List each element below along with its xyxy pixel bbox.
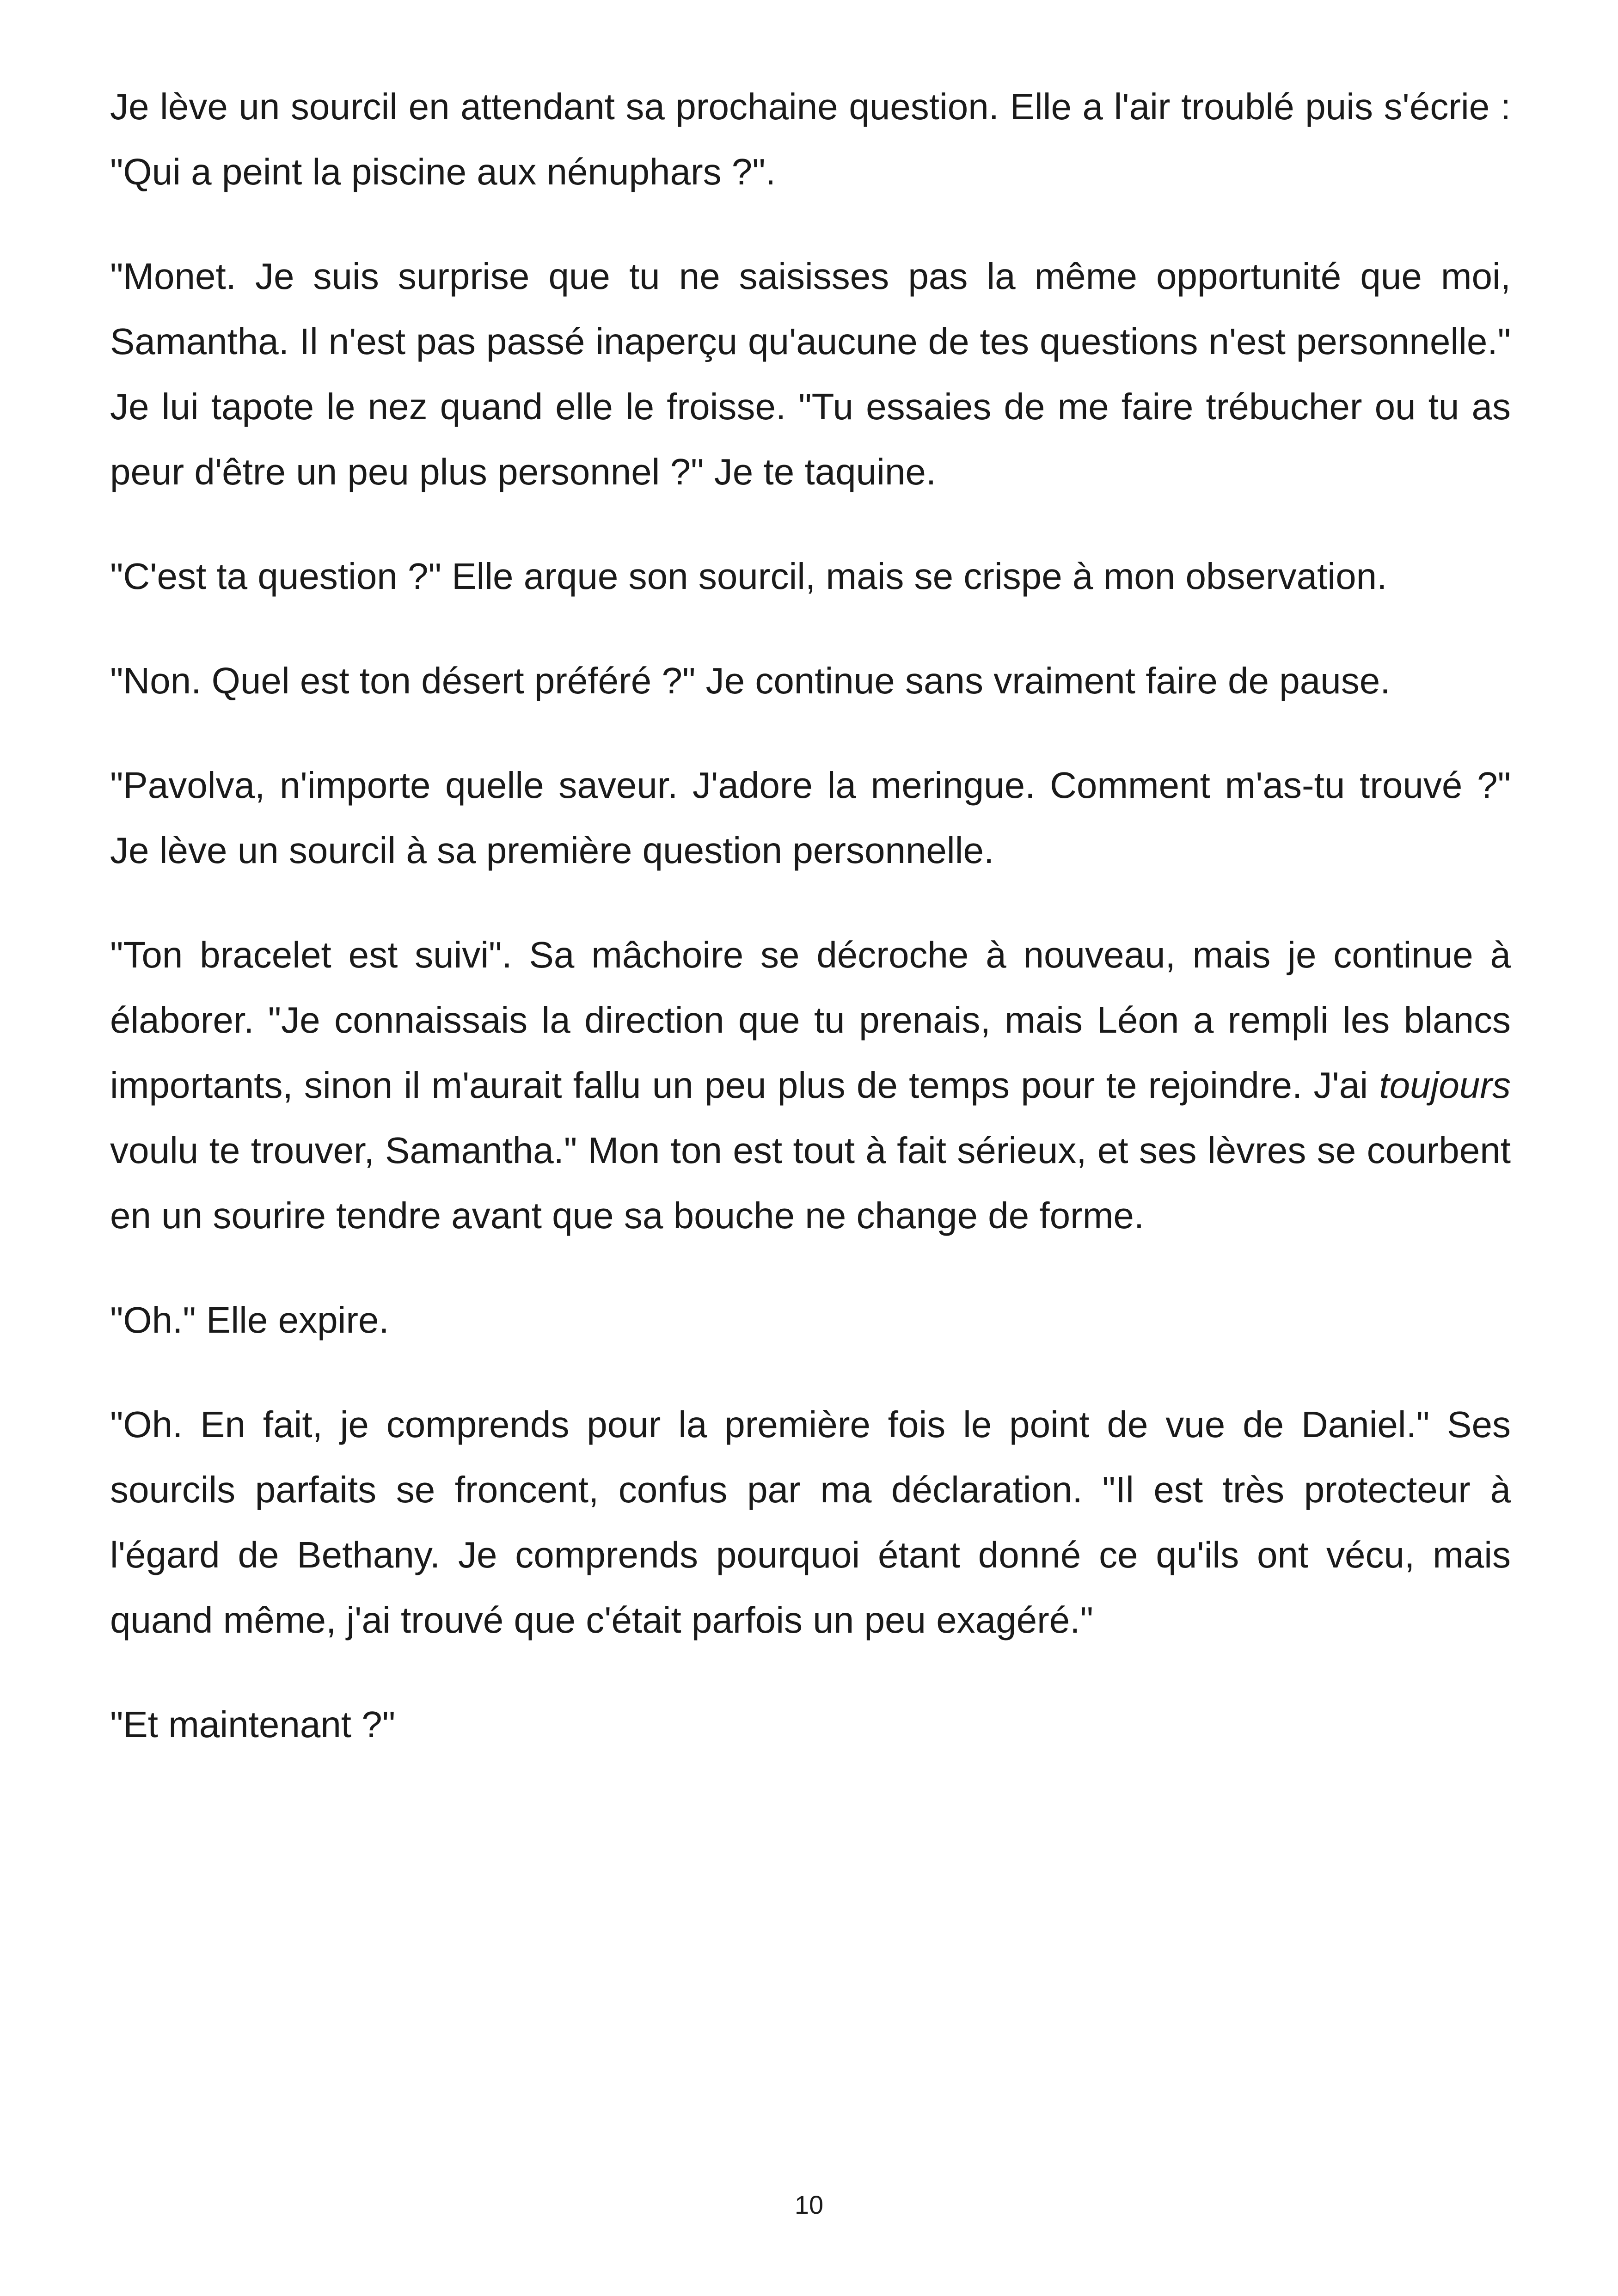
- paragraph-6-part-1: "Ton bracelet est suivi". Sa mâchoire se décroche à nouveau, mais je continue à élaborer. "Je connaissais la direction que tu prenais, mais Léon a rempli les blancs importants, sinon il m'aurait fallu un peu plus de temps pour te rejoindre. J'ai: [110, 934, 1511, 1106]
- paragraph-8: "Oh. En fait, je comprends pour la première fois le point de vue de Daniel." Ses sourcils parfaits se froncent, confus par ma déclaration. "Il est très protecteur à l'égard de Bethany. Je comprends pourquoi étant donné ce qu'ils ont vécu, mais quand même, j'ai trouvé que c'était parfois un peu exagéré.": [110, 1404, 1511, 1641]
- paragraph-7: "Oh." Elle expire.: [110, 1299, 389, 1341]
- paragraph-6: [110, 922, 1511, 1248]
- page-number: 10: [794, 2190, 824, 2219]
- paragraph-9: "Et maintenant ?": [110, 1704, 396, 1745]
- emphasis-toujours: toujours: [1379, 1065, 1511, 1106]
- body-text: [110, 74, 1511, 1757]
- paragraph-3: "C'est ta question ?" Elle arque son sourcil, mais se crispe à mon observation.: [110, 556, 1387, 597]
- paragraph-6-part-2: voulu te trouver, Samantha." Mon ton est tout à fait sérieux, et ses lèvres se courbent en un sourire tendre avant que sa bouche ne change de forme.: [110, 1130, 1511, 1236]
- paragraph-2: "Monet. Je suis surprise que tu ne saisisses pas la même opportunité que moi, Samantha. Il n'est pas passé inaperçu qu'aucune de tes questions n'est personnelle." Je lui tapote le nez quand elle le froisse. "Tu essaies de me faire trébucher ou tu as peur d'être un peu plus personnel ?" Je te taquine.: [110, 256, 1511, 492]
- paragraph-1: Je lève un sourcil en attendant sa prochaine question. Elle a l'air troublé puis s'écrie : "Qui a peint la piscine aux nénuphars ?".: [110, 86, 1511, 192]
- paragraph-5: "Pavolva, n'importe quelle saveur. J'adore la meringue. Comment m'as-tu trouvé ?" Je lève un sourcil à sa première question personnelle.: [110, 765, 1511, 871]
- paragraph-4: "Non. Quel est ton désert préféré ?" Je continue sans vraiment faire de pause.: [110, 660, 1391, 701]
